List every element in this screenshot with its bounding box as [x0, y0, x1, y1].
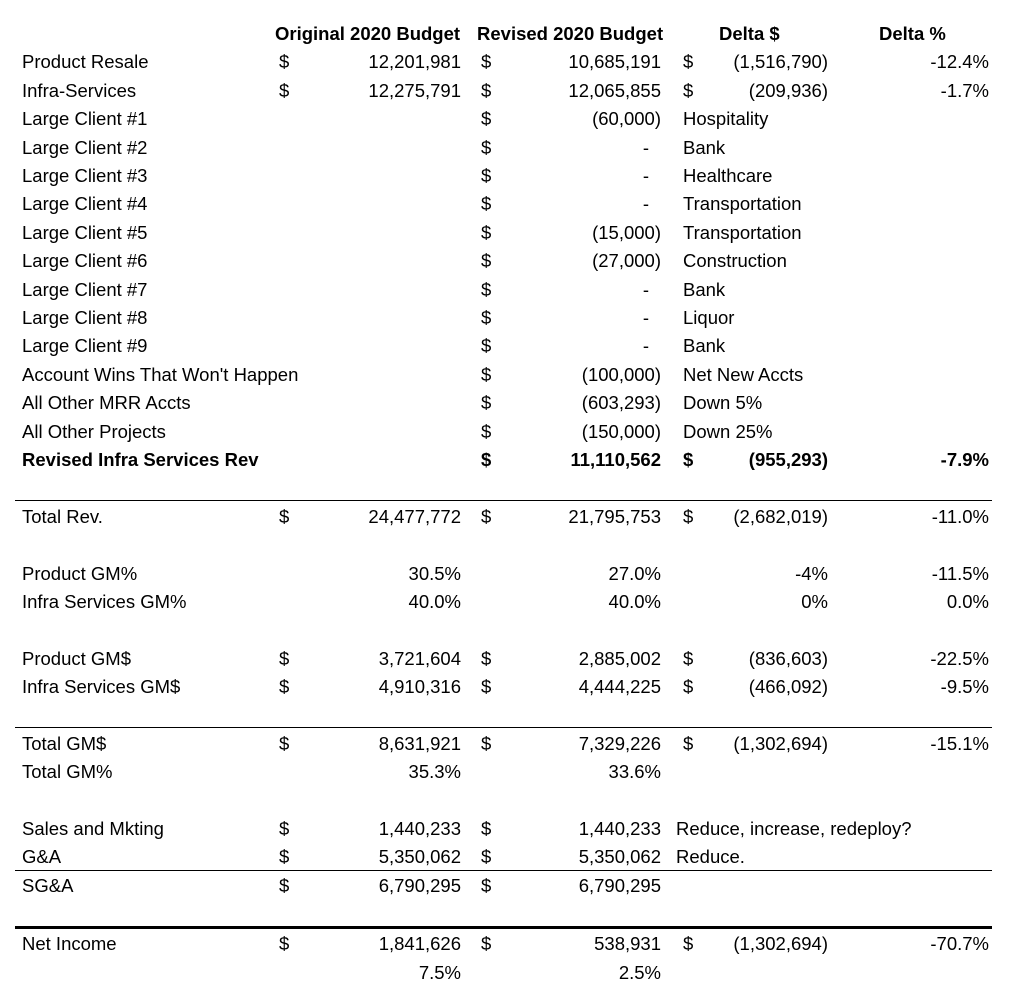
currency-symbol: $ — [279, 51, 290, 72]
divider — [15, 870, 992, 871]
revised-value: - — [642, 137, 649, 158]
row-label: Total Rev. — [22, 506, 103, 527]
original-value: 12,201,981 — [368, 51, 461, 72]
delta-value: (1,302,694) — [733, 933, 828, 954]
currency-symbol: $ — [481, 51, 492, 72]
revised-value: (15,000) — [592, 222, 661, 243]
row-label: Large Client #2 — [22, 137, 148, 158]
currency-symbol: $ — [481, 193, 492, 214]
original-value: 40.0% — [408, 591, 461, 612]
revised-value: 21,795,753 — [568, 506, 661, 527]
delta-value: -4% — [795, 563, 828, 584]
currency-symbol: $ — [279, 676, 290, 697]
original-value: 8,631,921 — [378, 733, 461, 754]
delta-percent: -22.5% — [930, 648, 989, 669]
header-revised-budget: Revised 2020 Budget — [477, 23, 664, 44]
original-value: 1,841,626 — [378, 933, 461, 954]
currency-symbol: $ — [481, 364, 492, 385]
row-note: Transportation — [683, 222, 802, 243]
delta-value: (2,682,019) — [733, 506, 828, 527]
row-label: Large Client #3 — [22, 165, 148, 186]
delta-percent: -11.0% — [931, 506, 989, 527]
row-note: Transportation — [683, 193, 802, 214]
currency-symbol: $ — [481, 421, 492, 442]
row-label: Product GM$ — [22, 648, 131, 669]
row-label: Large Client #8 — [22, 307, 148, 328]
currency-symbol: $ — [481, 250, 492, 271]
currency-symbol: $ — [683, 933, 694, 954]
original-value: 35.3% — [408, 761, 461, 782]
row-label: Infra-Services — [22, 80, 137, 101]
delta-percent: -15.1% — [930, 733, 989, 754]
row-label: SG&A — [22, 875, 74, 896]
original-margin: 7.5% — [418, 962, 461, 983]
revised-value: 27.0% — [608, 563, 661, 584]
revised-value: (60,000) — [592, 108, 661, 129]
currency-symbol: $ — [481, 733, 492, 754]
revised-value: - — [642, 193, 649, 214]
currency-symbol: $ — [279, 648, 290, 669]
revised-value: 6,790,295 — [578, 875, 661, 896]
row-label: Large Client #7 — [22, 279, 148, 300]
row-label: Total GM$ — [22, 733, 107, 754]
revised-value: - — [642, 279, 649, 300]
row-label: Net Income — [22, 933, 117, 954]
row-label: Product Resale — [22, 51, 149, 72]
delta-value: 0% — [801, 591, 828, 612]
revised-value: (603,293) — [581, 392, 661, 413]
revised-value: - — [642, 335, 649, 356]
currency-symbol: $ — [279, 846, 290, 867]
row-note: Liquor — [683, 307, 735, 328]
revised-value: 11,110,562 — [570, 449, 661, 470]
delta-percent: -70.7% — [930, 933, 989, 954]
divider — [15, 500, 992, 501]
currency-symbol: $ — [481, 80, 492, 101]
revised-value: - — [642, 165, 649, 186]
row-label: Large Client #4 — [22, 193, 148, 214]
revised-value: 4,444,225 — [578, 676, 661, 697]
currency-symbol: $ — [481, 506, 492, 527]
currency-symbol: $ — [481, 933, 492, 954]
row-label: Large Client #9 — [22, 335, 148, 356]
currency-symbol: $ — [481, 449, 492, 470]
original-value: 12,275,791 — [368, 80, 461, 101]
row-label: Total GM% — [22, 761, 113, 782]
revised-margin: 2.5% — [618, 962, 661, 983]
delta-value: (466,092) — [748, 676, 828, 697]
delta-value: (209,936) — [748, 80, 828, 101]
delta-percent: -11.5% — [931, 563, 989, 584]
currency-symbol: $ — [481, 818, 492, 839]
delta-percent: -1.7% — [940, 80, 989, 101]
row-label: Large Client #1 — [22, 108, 148, 129]
header-delta-dollar: Delta $ — [719, 23, 780, 44]
row-label: Large Client #5 — [22, 222, 148, 243]
original-value: 24,477,772 — [368, 506, 461, 527]
row-label: Account Wins That Won't Happen — [22, 364, 299, 385]
currency-symbol: $ — [683, 449, 694, 470]
row-note: Net New Accts — [683, 364, 804, 385]
currency-symbol: $ — [481, 108, 492, 129]
row-note: Bank — [683, 335, 726, 356]
revised-value: 7,329,226 — [578, 733, 661, 754]
row-label: Infra Services GM% — [22, 591, 187, 612]
original-value: 4,910,316 — [378, 676, 461, 697]
revised-value: 1,440,233 — [578, 818, 661, 839]
row-note: Hospitality — [683, 108, 769, 129]
revised-value: 5,350,062 — [578, 846, 661, 867]
original-value: 6,790,295 — [378, 875, 461, 896]
delta-value: (836,603) — [748, 648, 828, 669]
currency-symbol: $ — [279, 506, 290, 527]
currency-symbol: $ — [683, 676, 694, 697]
currency-symbol: $ — [683, 648, 694, 669]
revised-value: - — [642, 307, 649, 328]
currency-symbol: $ — [279, 818, 290, 839]
double-divider — [15, 926, 992, 929]
row-note: Bank — [683, 279, 726, 300]
row-label: Large Client #6 — [22, 250, 148, 271]
delta-percent: -7.9% — [940, 449, 989, 470]
currency-symbol: $ — [683, 51, 694, 72]
revised-value: (100,000) — [581, 364, 661, 385]
currency-symbol: $ — [683, 80, 694, 101]
original-value: 30.5% — [408, 563, 461, 584]
currency-symbol: $ — [481, 307, 492, 328]
row-label: Revised Infra Services Rev — [22, 449, 259, 470]
currency-symbol: $ — [481, 222, 492, 243]
row-label: Product GM% — [22, 563, 138, 584]
delta-percent: -12.4% — [930, 51, 989, 72]
original-value: 3,721,604 — [378, 648, 461, 669]
row-note: Bank — [683, 137, 726, 158]
row-label: All Other Projects — [22, 421, 166, 442]
currency-symbol: $ — [481, 392, 492, 413]
revised-value: 10,685,191 — [568, 51, 661, 72]
row-note: Reduce, increase, redeploy? — [676, 818, 912, 839]
currency-symbol: $ — [481, 165, 492, 186]
currency-symbol: $ — [481, 846, 492, 867]
currency-symbol: $ — [481, 648, 492, 669]
delta-value: (1,516,790) — [733, 51, 828, 72]
delta-value: (1,302,694) — [733, 733, 828, 754]
header-original-budget: Original 2020 Budget — [275, 23, 461, 44]
delta-percent: 0.0% — [946, 591, 989, 612]
currency-symbol: $ — [279, 733, 290, 754]
row-label: All Other MRR Accts — [22, 392, 191, 413]
delta-percent: -9.5% — [940, 676, 989, 697]
row-note: Down 5% — [683, 392, 763, 413]
currency-symbol: $ — [481, 335, 492, 356]
original-value: 5,350,062 — [378, 846, 461, 867]
currency-symbol: $ — [279, 875, 290, 896]
row-label: Sales and Mkting — [22, 818, 164, 839]
currency-symbol: $ — [481, 875, 492, 896]
row-note: Reduce. — [676, 846, 745, 867]
currency-symbol: $ — [279, 933, 290, 954]
delta-value: (955,293) — [748, 449, 828, 470]
currency-symbol: $ — [481, 137, 492, 158]
revised-value: 33.6% — [608, 761, 661, 782]
original-value: 1,440,233 — [378, 818, 461, 839]
header-delta-percent: Delta % — [879, 23, 946, 44]
row-note: Down 25% — [683, 421, 773, 442]
revised-value: 40.0% — [608, 591, 661, 612]
currency-symbol: $ — [481, 279, 492, 300]
revised-value: (150,000) — [581, 421, 661, 442]
row-label: G&A — [22, 846, 62, 867]
revised-value: 2,885,002 — [578, 648, 661, 669]
revised-value: (27,000) — [592, 250, 661, 271]
currency-symbol: $ — [279, 80, 290, 101]
currency-symbol: $ — [481, 676, 492, 697]
row-note: Healthcare — [683, 165, 773, 186]
revised-value: 12,065,855 — [568, 80, 661, 101]
currency-symbol: $ — [683, 506, 694, 527]
row-note: Construction — [683, 250, 787, 271]
revised-value: 538,931 — [594, 933, 661, 954]
row-label: Infra Services GM$ — [22, 676, 181, 697]
divider — [15, 727, 992, 728]
currency-symbol: $ — [683, 733, 694, 754]
